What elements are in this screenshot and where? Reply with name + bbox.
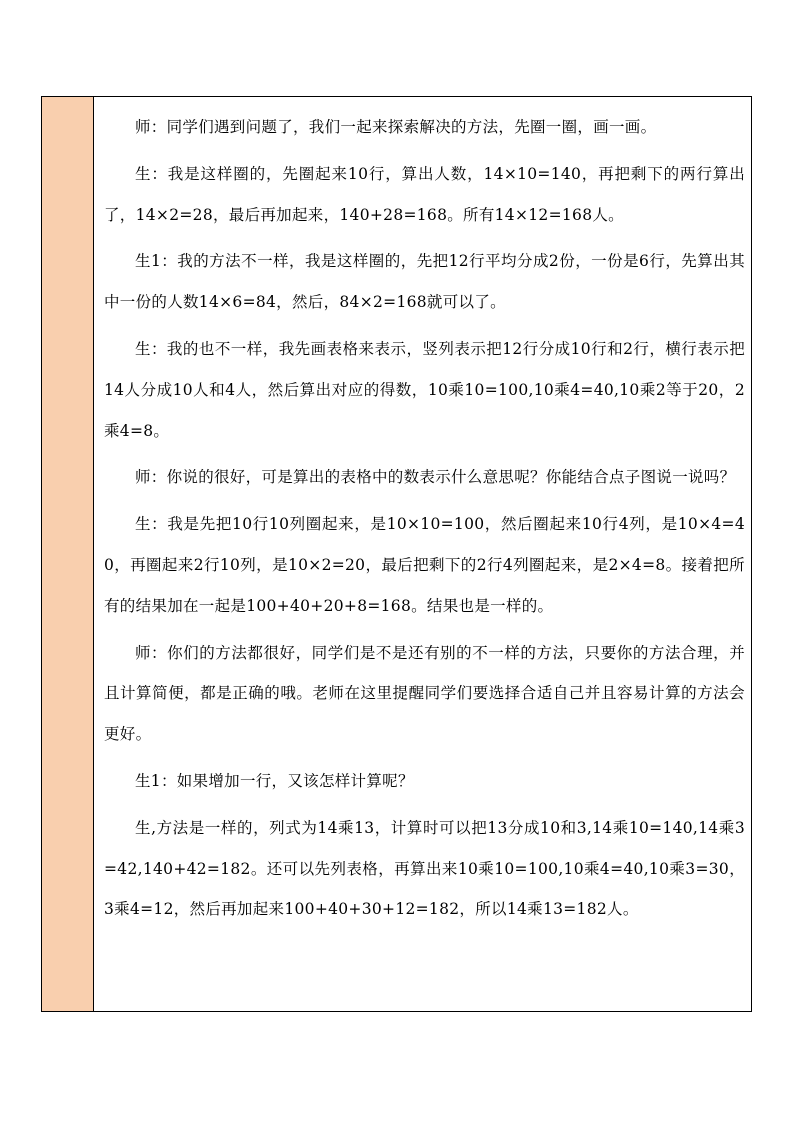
paragraph-student-dot-explanation: 生：我是先把10行10列圈起来，是10×10=100，然后圈起来10行4列，是10×4=40，再圈起来2行10列，是10×2=20，最后把剩下的2行4列圈起来，是2×4=8。接着把所有的结果加在一起是100+40+20+8=168。结果也是一样的。 [104,515,745,615]
paragraph-student-method-1: 生：我是这样圈的，先圈起来10行，算出人数，14×10=140，再把剩下的两行算出了，14×2=28，最后再加起来，140+28=168。所有14×12=168人。 [104,164,745,224]
side-column-cell [42,97,94,1011]
paragraph-teacher-question: 师：你说的很好，可是算出的表格中的数表示什么意思呢？你能结合点子图说一说吗？ [135,468,736,487]
paragraph-teacher-summary: 师：你们的方法都很好，同学们是不是还有别的不一样的方法，只要你的方法合理，并且计算简便，都是正确的哦。老师在这里提醒同学们要选择合适自己并且容易计算的方法会更好。 [104,643,745,744]
paragraph-student-method-2: 生1：我的方法不一样，我是这样圈的，先把12行平均分成2份，一份是6行，先算出其中一份的人数14×6=84，然后，84×2=168就可以了。 [104,252,745,312]
paragraph-teacher-intro: 师：同学们遇到问题了，我们一起来探索解决的方法，先圈一圈，画一画。 [135,118,657,136]
paragraph-student-extension-answer: 生,方法是一样的，列式为14乘13，计算时可以把13分成10和3,14乘10=140,14乘3=42,140+42=182。还可以先列表格，再算出来10乘10=100,10乘4=40,10乘3=30，3乘4=12，然后再加起来100+40+30+12=182，所以14乘13=182人。 [104,818,745,919]
paragraph-student-table-method: 生：我的也不一样，我先画表格来表示，竖列表示把12行分成10行和2行，横行表示把14人分成10人和4人，然后算出对应的得数，10乘10=100,10乘4=40,10乘2等于20，2乘4=8。 [104,339,745,440]
paragraph-student-followup-question: 生1：如果增加一行，又该怎样计算呢？ [135,771,414,790]
lesson-table [41,96,752,1012]
dialogue-content-cell [94,97,751,1011]
